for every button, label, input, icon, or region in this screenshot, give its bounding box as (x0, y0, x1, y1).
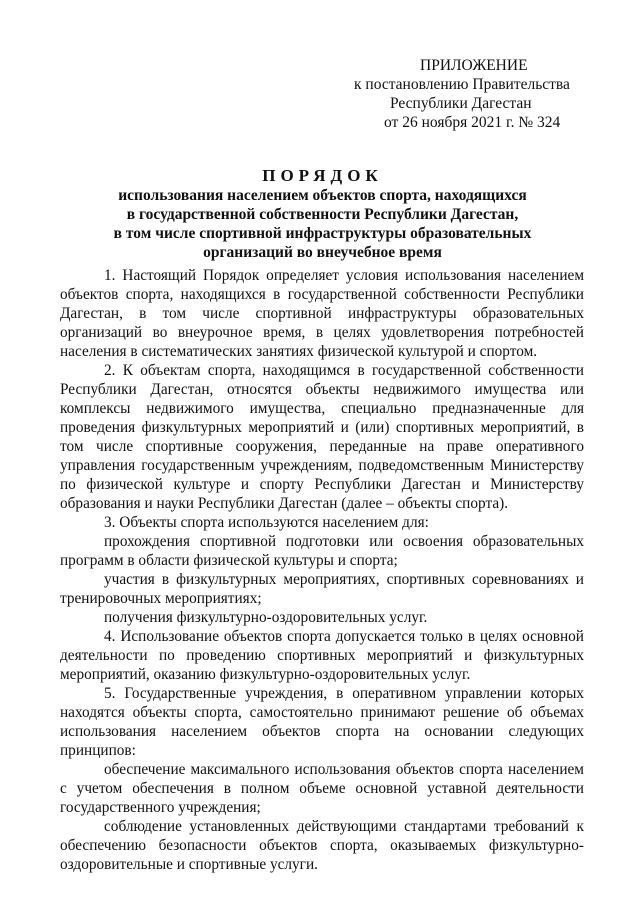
paragraph-4: 4. Использование объектов спорта допускается только в целях основной деятельности по проведению спортивных мероприятий и физкультурных мероприятий, оказанию физкультурно-оздоровительных услуг. (60, 628, 584, 683)
appendix-header (340, 56, 630, 132)
appendix-title: ПРИЛОЖЕНИЕ (420, 57, 528, 74)
document-subtitle (60, 186, 585, 262)
document-body (60, 266, 584, 874)
appendix-decree: к постановлению Правительства (354, 76, 570, 93)
paragraph-5-item-1: обеспечение максимального использования объектов спорта населением с учетом обеспечения в полном объеме основной уставной деятельности государственного учреждения; (60, 761, 584, 816)
paragraph-5: 5. Государственные учреждения, в оперативном управлении которых находятся объекты спорта, самостоятельно принимают решение об объемах использования населением объектов спорта на основании следующих принципов: (60, 685, 584, 759)
document-title-block (60, 166, 585, 262)
subtitle-line: организаций во внеучебное время (203, 244, 442, 261)
appendix-date: от 26 ноября 2021 г. № 324 (384, 114, 561, 131)
document-title: ПОРЯДОК (262, 166, 383, 185)
paragraph-3-item-2: участия в физкультурных мероприятиях, спортивных соревнованиях и тренировочных мероприятиях; (60, 571, 584, 607)
appendix-republic: Республики Дагестан (390, 95, 532, 112)
paragraph-1: 1. Настоящий Порядок определяет условия использования населением объектов спорта, находящихся в государственной собственности Республики Дагестан, в том числе спортивной инфраструктуры образовательных организаций во внеурочное время, в целях удовлетворения потребностей населения в систематических занятиях физической культурой и спортом. (60, 267, 584, 360)
paragraph-5-item-2: соблюдение установленных действующими стандартами требований к обеспечению безопасности объектов спорта, оказываемых физкультурно-оздоровительные и спортивные услуги. (60, 818, 584, 873)
subtitle-line: использования населением объектов спорта, находящихся (118, 187, 527, 204)
paragraph-3: 3. Объекты спорта используются населением для: (104, 514, 429, 531)
paragraph-3-item-1: прохождения спортивной подготовки или освоения образовательных программ в области физической культуры и спорта; (60, 533, 584, 569)
paragraph-3-item-3: получения физкультурно-оздоровительных услуг. (104, 609, 428, 626)
paragraph-2: 2. К объектам спорта, находящимся в государственной собственности Республики Дагестан, относятся объекты недвижимого имущества или комплексы недвижимого имущества, специально предназначенные для проведения физкультурных мероприятий и (или) спортивных мероприятий, в том числе спортивные сооружения, переданные на праве оперативного управления государственным учреждениям, подведомственным Министерству по физической культуре и спорту Республики Дагестан и Министерству образования и науки Республики Дагестан (далее – объекты спорта). (60, 362, 584, 512)
subtitle-line: в государственной собственности Республики Дагестан, (126, 206, 519, 223)
subtitle-line: в том числе спортивной инфраструктуры образовательных (113, 225, 532, 242)
